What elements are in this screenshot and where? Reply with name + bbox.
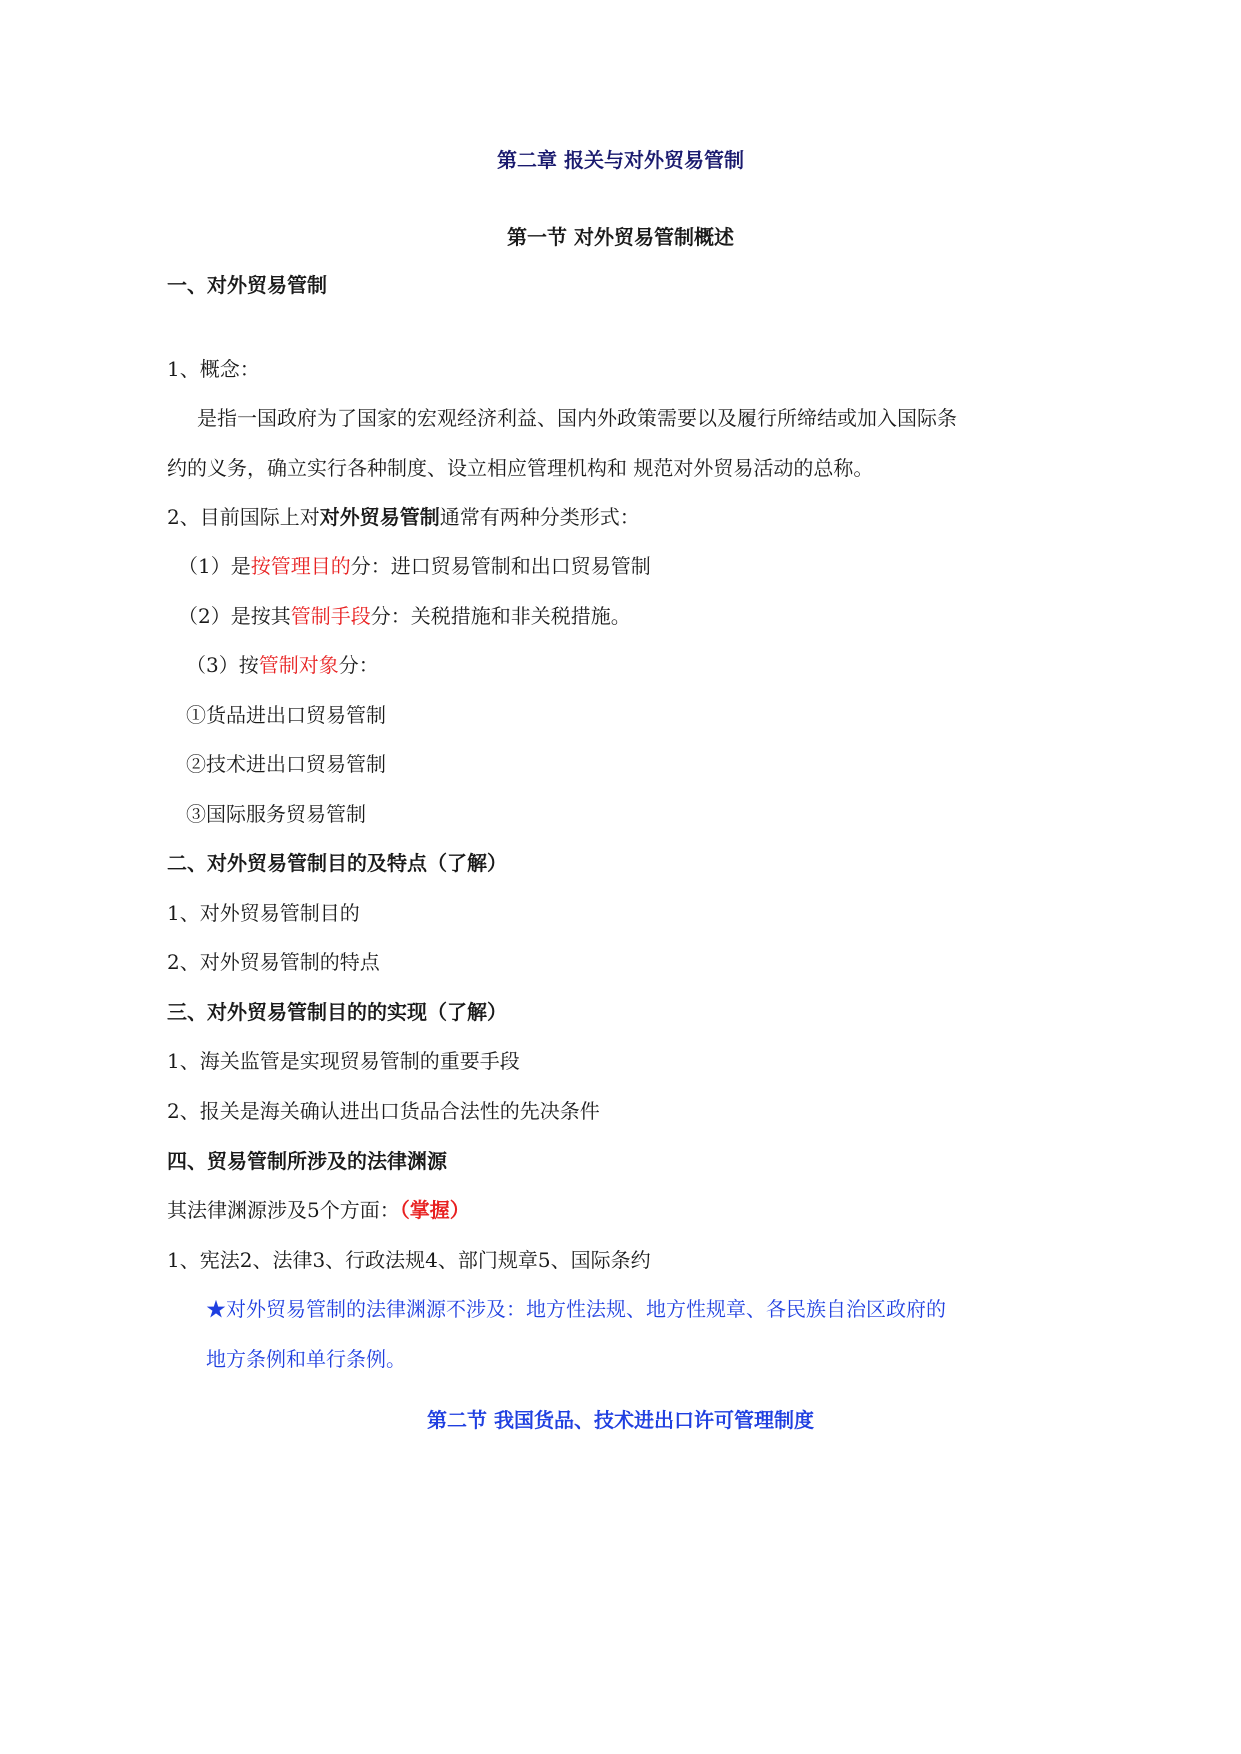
list-item-2-pre: （2）是按其 <box>178 604 291 628</box>
master-badge: （掌握） <box>399 1198 470 1222</box>
concept-label: 1、概念： <box>167 357 260 381</box>
heading-2-item-2: 2、对外贸易管制的特点 <box>167 950 380 974</box>
note-line-1: ★对外贸易管制的法律渊源不涉及：地方性法规、地方性规章、各民族自治区政府的 <box>206 1297 946 1321</box>
list-item-2-post: 分：关税措施和非关税措施。 <box>370 604 631 628</box>
sub-item-1: ①货品进出口贸易管制 <box>186 703 386 727</box>
classification-bold: 对外贸易管制 <box>319 505 440 529</box>
section2-title: 第二节 我国货品、技术进出口许可管理制度 <box>427 1408 814 1432</box>
list-item-1 <box>178 553 651 579</box>
list-item-1-pre: （1）是 <box>178 554 251 578</box>
note-line-2: 地方条例和单行条例。 <box>206 1347 406 1371</box>
list-item-2-highlight: 管制手段 <box>290 604 371 628</box>
heading-1: 一、对外贸易管制 <box>167 273 327 297</box>
classification-paragraph <box>167 504 640 530</box>
legal-sources-intro-text: 其法律渊源涉及5个方面： <box>167 1198 400 1222</box>
list-item-3-highlight: 管制对象 <box>258 653 339 677</box>
heading-3-item-1: 1、海关监管是实现贸易管制的重要手段 <box>167 1049 520 1073</box>
classification-post: 通常有两种分类形式： <box>439 505 640 529</box>
list-item-3-pre: （3）按 <box>186 653 259 677</box>
heading-3-item-2: 2、报关是海关确认进出口货品合法性的先决条件 <box>167 1099 600 1123</box>
concept-line-2: 约的义务，确立实行各种制度、设立相应管理机构和 规范对外贸易活动的总称。 <box>167 456 874 480</box>
sub-item-2: ②技术进出口贸易管制 <box>186 752 386 776</box>
legal-sources-list: 1、宪法2、法律3、行政法规4、部门规章5、国际条约 <box>167 1248 651 1272</box>
list-item-1-post: 分：进口贸易管制和出口贸易管制 <box>350 554 651 578</box>
heading-2-item-1: 1、对外贸易管制目的 <box>167 901 360 925</box>
chapter-title: 第二章 报关与对外贸易管制 <box>497 148 744 172</box>
sub-item-3: ③国际服务贸易管制 <box>186 802 366 826</box>
list-item-1-highlight: 按管理目的 <box>250 554 351 578</box>
list-item-3 <box>186 652 379 678</box>
heading-4: 四、贸易管制所涉及的法律渊源 <box>167 1149 447 1173</box>
heading-2: 二、对外贸易管制目的及特点（了解） <box>167 851 507 875</box>
list-item-3-post: 分： <box>338 653 379 677</box>
legal-sources-intro <box>167 1197 470 1223</box>
heading-3: 三、对外贸易管制目的的实现（了解） <box>167 1000 507 1024</box>
list-item-2 <box>178 603 631 629</box>
section1-title: 第一节 对外贸易管制概述 <box>507 225 734 249</box>
concept-line-1: 是指一国政府为了国家的宏观经济利益、国内外政策需要以及履行所缔结或加入国际条 <box>197 406 957 430</box>
classification-pre: 2、目前国际上对 <box>167 505 320 529</box>
